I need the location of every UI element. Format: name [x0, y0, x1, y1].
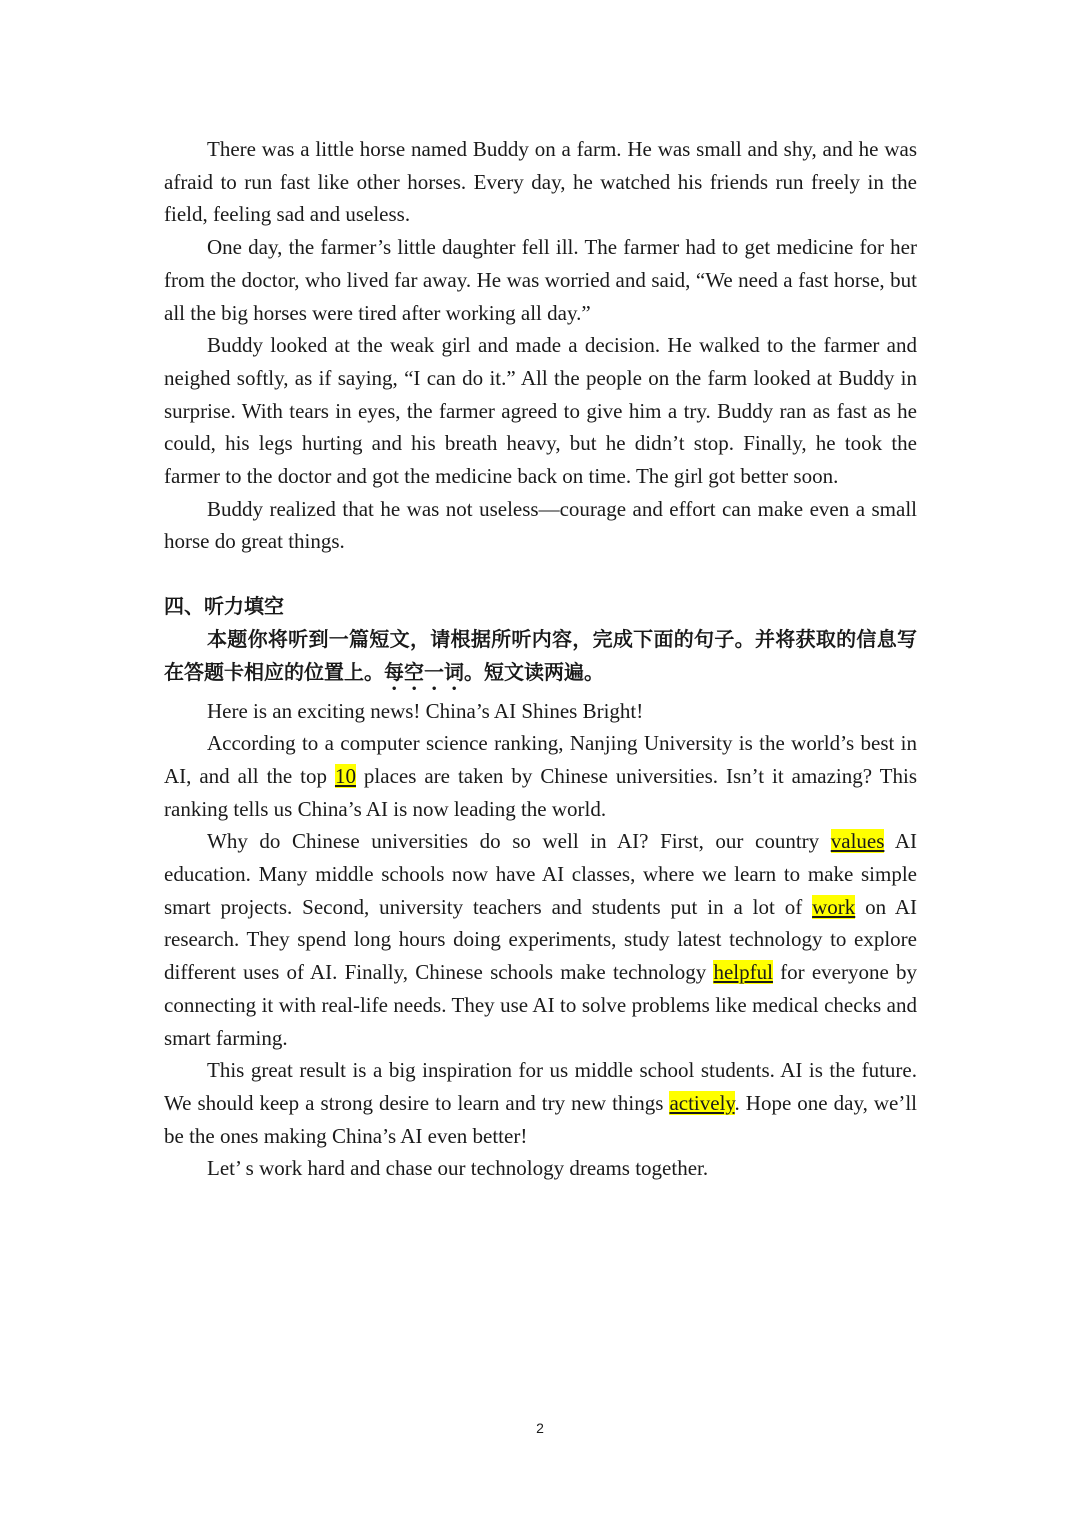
section-instruction [164, 623, 917, 695]
story-paragraph-2: One day, the farmer’s little daughter fell ill. The farmer had to get medicine for her from the doctor, who lived far away. He was worried and said, “We need a fast horse, but all the big horses were tired after working all day.” [164, 235, 917, 325]
passage-text: on AI research. They spend long hours doing experiments, study latest technology to explore different uses of AI. Finally, Chinese schools make technology [164, 894, 917, 985]
passage-paragraph-1: Here is an exciting news! China’s AI Shines Bright! [207, 698, 644, 723]
story-paragraph-3: Buddy looked at the weak girl and made a decision. He walked to the farmer and neighed softly, as if saying, “I can do it.” All the people on the farm looked at Buddy in surprise. With tears in eyes, the farmer agreed to give him a try. Buddy ran as fast as he could, his legs hurting and his breath heavy, but he didn’t stop. Finally, he took the farmer to the doctor and got the medicine back on time. The girl got better soon. [164, 333, 917, 489]
answer-blank-5: actively [669, 1090, 735, 1115]
answer-blank-2: values [830, 829, 885, 854]
section-title: 四、听力填空 [164, 594, 284, 619]
story-paragraph-1: There was a little horse named Buddy on a farm. He was small and shy, and he was afraid to run fast like other horses. Every day, he watched his friends run freely in the field, feeling sad and useless. [164, 137, 917, 227]
answer-blank-3: work [812, 894, 856, 919]
document-page [164, 133, 917, 1185]
passage-paragraph-4 [164, 1054, 917, 1152]
passage-paragraph-3 [164, 825, 917, 1054]
passage-text: places are taken by Chinese universities. Isn’t it amazing? This ranking tells us China’s AI is now leading the world. [164, 763, 917, 821]
passage-text: According to a computer science ranking, Nanjing University is the world’s best in AI, and all the top [164, 731, 917, 788]
story-paragraph-4: Buddy realized that he was not useless—courage and effort can make even a small horse do great things. [164, 496, 917, 554]
instruction-text: 本题你将听到一篇短文，请根据所听内容，完成下面的句子。并将获取的信息写在答题卡相应的位置上。 [164, 626, 917, 684]
instruction-emphasis: 每空一词 [384, 659, 464, 684]
passage-text: Why do Chinese universities do so well in AI? First, our country [207, 829, 831, 854]
instruction-text-end: 。短文读两遍。 [464, 659, 604, 684]
passage-text: for everyone by connecting it with real-life needs. They use AI to solve problems like medical checks and smart farming. [164, 960, 917, 1050]
passage-paragraph-5: Let’ s work hard and chase our technology dreams together. [207, 1156, 709, 1181]
answer-blank-1: 10 [334, 763, 356, 788]
passage-paragraph-2 [164, 727, 917, 825]
passage-text: . Hope one day, we’ll be the ones making China’s AI even better! [164, 1090, 917, 1148]
passage-text: AI education. Many middle schools now have AI classes, where we learn to make simple smart projects. Second, university teachers and students put in a lot of [164, 829, 917, 919]
page-number: 2 [536, 1420, 544, 1436]
answer-blank-4: helpful [713, 960, 773, 985]
passage-text: This great result is a big inspiration for us middle school students. AI is the future. We should keep a strong desire to learn and try new things [164, 1058, 917, 1115]
